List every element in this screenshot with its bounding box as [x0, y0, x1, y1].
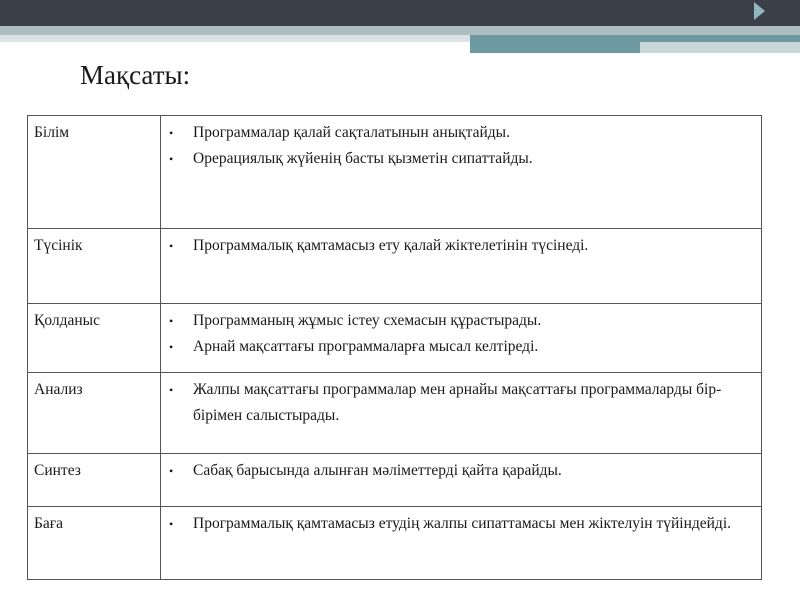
category-cell: Білім — [28, 116, 161, 229]
list-item: • Программаның жұмыс істеу схемасын құрастырады. — [167, 308, 755, 334]
category-cell: Түсінік — [28, 229, 161, 304]
items-cell — [161, 507, 762, 580]
triangle-marker-icon — [754, 2, 765, 20]
bullet-list — [167, 120, 755, 172]
category-cell: Синтез — [28, 454, 161, 507]
table-row — [28, 116, 762, 229]
bullet-list — [167, 233, 755, 259]
items-cell — [161, 454, 762, 507]
list-item: • Программалық қамтамасыз ету қалай жіктелетінін түсінеді. — [167, 233, 755, 259]
list-item: • Opерациялық жүйенің басты қызметін сипаттайды. — [167, 146, 755, 172]
list-item: • Программалық қамтамасыз етудің жалпы сипаттамасы мен жіктелуін түйіндейді. — [167, 511, 755, 537]
header-stripe-accent — [640, 42, 800, 53]
list-item: • Жалпы мақсаттағы программалар мен арнайы мақсаттағы программаларды бір-бірімен салыстырады. — [167, 377, 755, 429]
bullet-list — [167, 458, 755, 484]
table-row — [28, 304, 762, 373]
category-cell: Анализ — [28, 373, 161, 454]
items-cell — [161, 116, 762, 229]
items-cell — [161, 373, 762, 454]
goals-table — [27, 115, 762, 580]
list-item: • Сабақ барысында алынған мәліметтерді қайта қарайды. — [167, 458, 755, 484]
slide-title: Мақсаты: — [80, 60, 191, 90]
list-item: • Арнай мақсаттағы программаларға мысал келтіреді. — [167, 334, 755, 360]
header-stripe — [0, 26, 800, 35]
table-row — [28, 229, 762, 304]
list-item: • Программалар қалай сақталатынын анықтайды. — [167, 120, 755, 146]
bullet-list — [167, 377, 755, 429]
items-cell — [161, 229, 762, 304]
bullet-list — [167, 511, 755, 537]
header-dark-bar — [0, 0, 800, 26]
category-cell: Баға — [28, 507, 161, 580]
bullet-list — [167, 308, 755, 360]
table-row — [28, 454, 762, 507]
table-row — [28, 507, 762, 580]
category-cell: Қолданыс — [28, 304, 161, 373]
items-cell — [161, 304, 762, 373]
table-row — [28, 373, 762, 454]
